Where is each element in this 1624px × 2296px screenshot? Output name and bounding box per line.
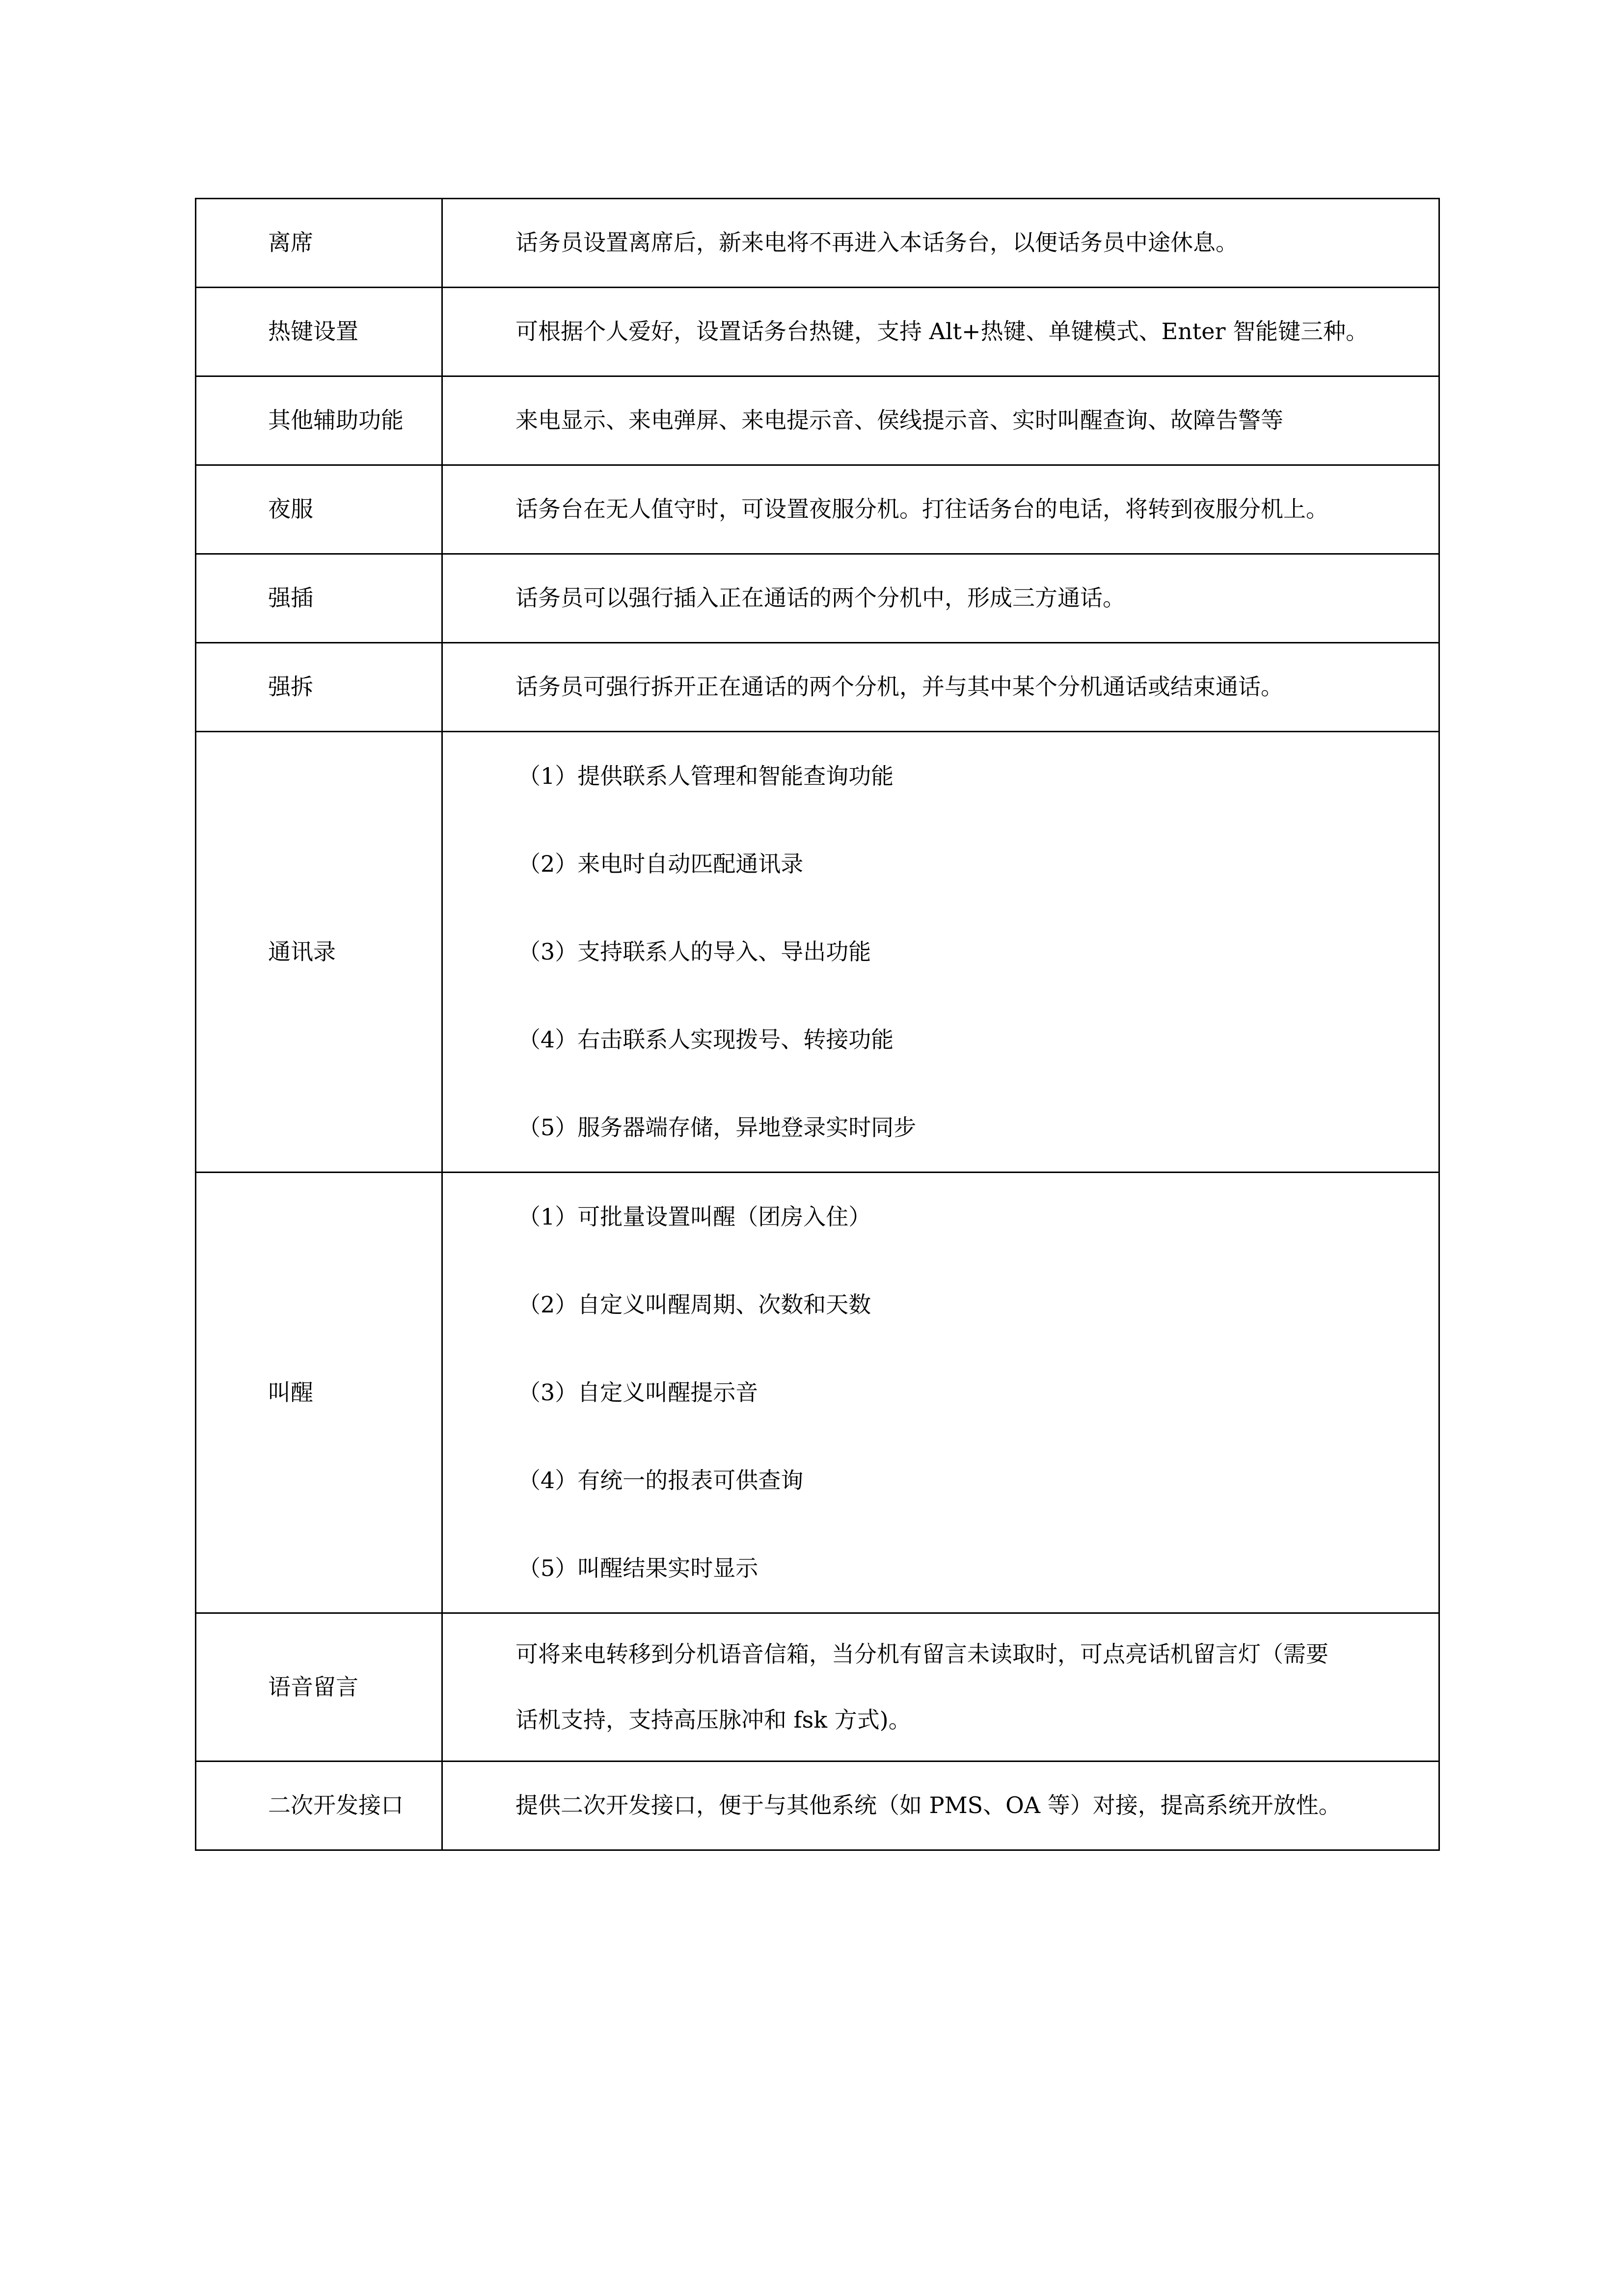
list-item: （4）右击联系人实现拨号、转接功能: [518, 1026, 894, 1053]
feature-desc-cell: 提供二次开发接口，便于与其他系统（如 PMS、OA 等）对接，提高系统开放性。: [442, 1762, 1439, 1850]
feature-name-cell: 语音留言: [196, 1613, 442, 1762]
table-row: [196, 1173, 1439, 1613]
list-item: （3）自定义叫醒提示音: [518, 1379, 758, 1406]
feature-name-cell: 二次开发接口: [196, 1762, 442, 1850]
feature-desc-cell: 来电显示、来电弹屏、来电提示音、侯线提示音、实时叫醒查询、故障告警等: [442, 376, 1439, 465]
feature-name-cell: 夜服: [196, 465, 442, 554]
list-item: （5）叫醒结果实时显示: [518, 1554, 758, 1581]
table-row: [196, 1613, 1439, 1762]
feature-name-cell: 强拆: [196, 643, 442, 732]
table-row: [196, 1762, 1439, 1850]
feature-name-cell: 叫醒: [196, 1173, 442, 1613]
list-item: （1）提供联系人管理和智能查询功能: [518, 762, 894, 789]
feature-name-cell: 通讯录: [196, 732, 442, 1173]
feature-name-cell: 离席: [196, 199, 442, 288]
feature-desc-cell: [442, 1613, 1439, 1762]
list-item: （4）有统一的报表可供查询: [518, 1467, 804, 1494]
feature-name-cell: 强插: [196, 554, 442, 643]
list-item: （2）自定义叫醒周期、次数和天数: [518, 1291, 871, 1318]
table-row: [196, 199, 1439, 288]
feature-desc-cell: 话务台在无人值守时，可设置夜服分机。打往话务台的电话，将转到夜服分机上。: [442, 465, 1439, 554]
list-item: （1）可批量设置叫醒（团房入住）: [518, 1203, 871, 1230]
feature-table: [195, 198, 1440, 1851]
feature-name-cell: 热键设置: [196, 288, 442, 376]
desc-line: 话机支持，支持高压脉冲和 fsk 方式)。: [515, 1706, 911, 1733]
feature-desc-cell: 可根据个人爱好，设置话务台热键，支持 Alt+热键、单键模式、Enter 智能键三种。: [442, 288, 1439, 376]
table-row: [196, 288, 1439, 376]
table-row: [196, 554, 1439, 643]
feature-desc-cell: 话务员设置离席后，新来电将不再进入本话务台，以便话务员中途休息。: [442, 199, 1439, 288]
feature-desc-cell: 话务员可以强行插入正在通话的两个分机中，形成三方通话。: [442, 554, 1439, 643]
table-row: [196, 643, 1439, 732]
feature-desc-cell: [442, 1173, 1439, 1613]
feature-name-cell: 其他辅助功能: [196, 376, 442, 465]
table-row: [196, 465, 1439, 554]
feature-desc-cell: 话务员可强行拆开正在通话的两个分机，并与其中某个分机通话或结束通话。: [442, 643, 1439, 732]
list-item: （3）支持联系人的导入、导出功能: [518, 938, 871, 965]
table-row: [196, 376, 1439, 465]
list-item: （5）服务器端存储，异地登录实时同步: [518, 1114, 917, 1141]
table-row: [196, 732, 1439, 1173]
desc-line: 可将来电转移到分机语音信箱，当分机有留言未读取时，可点亮话机留言灯（需要: [515, 1640, 1328, 1667]
list-item: （2）来电时自动匹配通讯录: [518, 850, 804, 877]
feature-desc-cell: [442, 732, 1439, 1173]
